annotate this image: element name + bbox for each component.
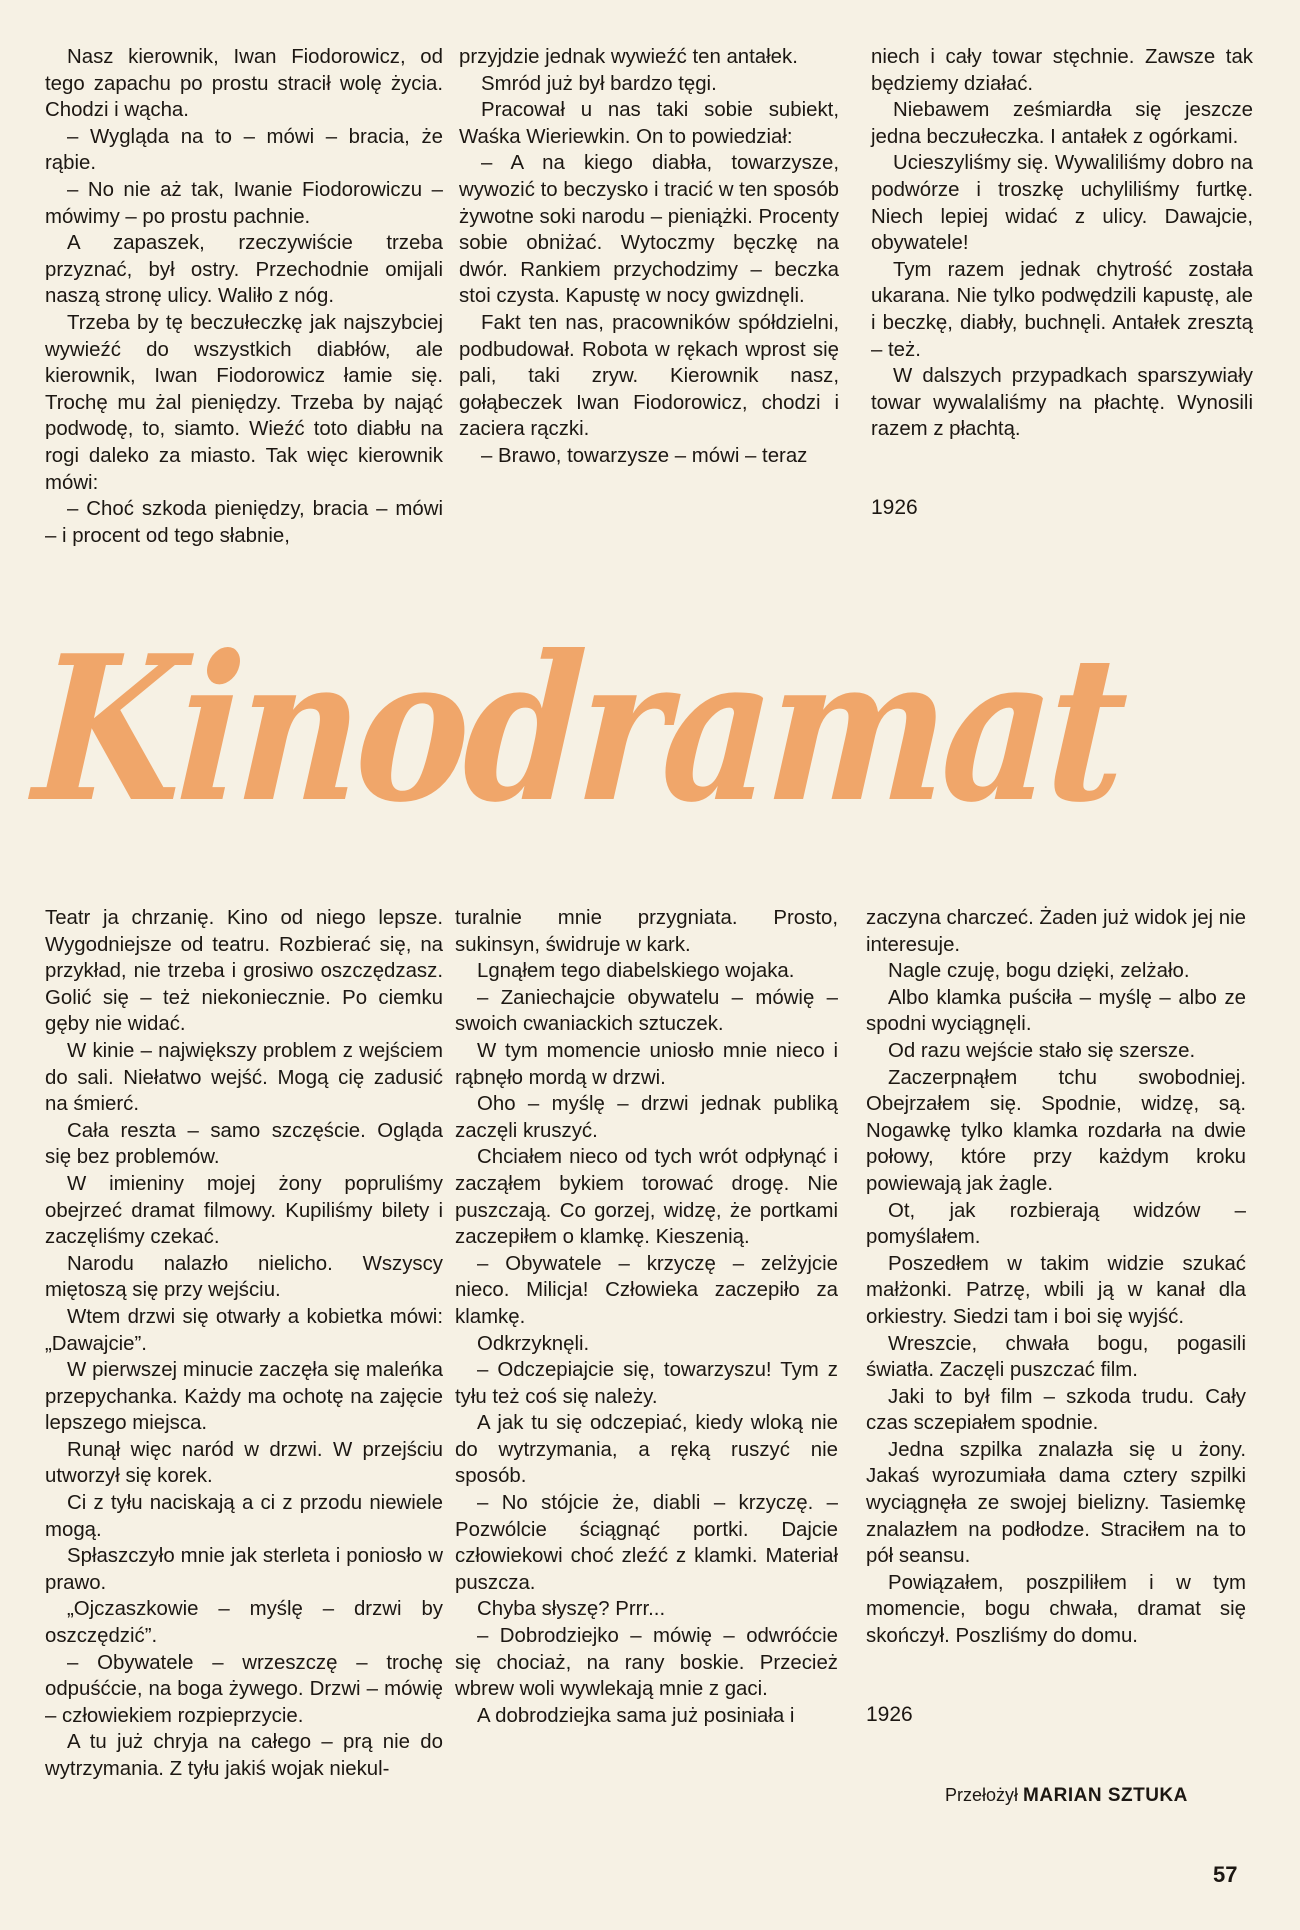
paragraph: Wreszcie, chwała bogu, pogasili światła. Zaczęli puszczać film.	[866, 1332, 1246, 1382]
paragraph: – No nie aż tak, Iwanie Fiodorowiczu – mówimy – po prostu pachnie.	[45, 178, 443, 228]
paragraph: Runął więc naród w drzwi. W przejściu utworzył się korek.	[45, 1438, 443, 1488]
paragraph: Zaczerpnąłem tchu swobodniej. Obejrzałem się. Spodnie, widzę, są. Nogawkę tylko klamka rozdarła na dwie połowy, które przy każdym kroku powiewają jak żagle.	[866, 1066, 1246, 1195]
paragraph: Powiązałem, poszpiliłem i w tym momencie, bogu chwała, dramat się skończył. Poszliśmy do domu.	[866, 1571, 1246, 1648]
paragraph: Chyba słyszę? Prrr...	[477, 1598, 666, 1621]
paragraph: Niebawem ześmiardła się jeszcze jedna beczułeczka. I antałek z ogórkami.	[871, 99, 1253, 148]
paragraph: Jaki to był film – szkoda trudu. Cały czas sczepiałem spodnie.	[866, 1385, 1246, 1435]
story-year: 1926	[871, 495, 918, 519]
translator-name: MARIAN SZTUKA	[1023, 1785, 1188, 1806]
paragraph: Nasz kierownik, Iwan Fiodorowicz, od tego zapachu po prostu stracił wolę życia. Chodzi i wącha.	[45, 46, 443, 122]
paragraph: W tym momencie uniosło mnie nieco i rąbnęło mordą w drzwi.	[455, 1039, 838, 1089]
paragraph: „Ojczaszkowie – myślę – drzwi by oszczędzić”.	[45, 1598, 443, 1648]
story-title: Kinodramat	[29, 612, 1129, 847]
paragraph: Spłaszczyło mnie jak sterleta i poniosło w prawo.	[45, 1545, 443, 1594]
paragraph: Trzeba by tę beczułeczkę jak najszybciej wywieźć do wszystkich diabłów, ale kierownik, Iwan Fiodorowicz łamie się. Trochę mu żal pieniędzy. Trzeba by nająć podwodę, to, siamto. Wieźć toto diabłu na rogi daleko za miasto. Tak więc kierownik mówi:	[45, 311, 443, 494]
paragraph: Chciałem nieco od tych wrót odpłynąć i zacząłem bykiem torować drogę. Nie puszczają. Co gorzej, widzę, że portkami zaczepiłem o klamkę. Kieszenią.	[455, 1146, 838, 1249]
paragraph: Ot, jak rozbierają widzów – pomyślałem.	[866, 1199, 1246, 1249]
paragraph: Smród już był bardzo tęgi.	[481, 72, 717, 95]
paragraph: W dalszych przypadkach sparszywiały towar wywalaliśmy na płachtę. Wynosili razem z płachtą.	[871, 365, 1253, 441]
prev-story-column-2	[459, 44, 839, 470]
paragraph: Fakt ten nas, pracowników spółdzielni, podbudował. Robota w rękach wprost się pali, taki zryw. Kierownik nasz, gołąbeczek Iwan Fiodorowicz, chodzi i zaciera rączki.	[459, 311, 839, 441]
story-column-1	[45, 905, 443, 1783]
paragraph: – Zaniechajcie obywatelu – mówię – swoich cwaniackich sztuczek.	[455, 986, 838, 1036]
paragraph: – A na kiego diabła, towarzysze, wywozić to beczysko i tracić w ten sposób żywotne soki narodu – pieniążki. Procenty sobie obniżać. Wytoczmy bęczkę na dwór. Rankiem przychodzimy – beczka stoi czysta. Kapustę w nocy gwizdnęli.	[459, 152, 839, 308]
paragraph-continuation: zaczyna charczeć. Żaden już widok jej nie interesuje.	[866, 907, 1246, 956]
paragraph: – Choć szkoda pieniędzy, bracia – mówi – i procent od tego słabnie,	[45, 498, 443, 547]
paragraph: Poszedłem w takim widzie szukać małżonki. Patrzę, wbili ją w kanał dla orkiestry. Siedzi tam i boi się wyjść.	[866, 1252, 1246, 1328]
paragraph: Odkrzyknęli.	[477, 1332, 590, 1355]
paragraph-continuation: turalnie mnie przygniata. Prosto, sukinsyn, świdruje w kark.	[455, 907, 838, 956]
paragraph: Wtem drzwi się otwarły a kobietka mówi: „Dawajcie”.	[45, 1305, 443, 1355]
prev-story-column-3	[871, 44, 1253, 522]
story-column-3	[866, 905, 1246, 1728]
paragraph: W kinie – największy problem z wejściem do sali. Niełatwo wejść. Mogą cię zadusić na śmierć.	[45, 1039, 443, 1116]
paragraph: A tu już chryja na całego – prą nie do wytrzymania. Z tyłu jakiś wojak niekul-	[45, 1731, 443, 1780]
paragraph: Jedna szpilka znalazła się u żony. Jakaś wyrozumiała dama cztery szpilki wyciągnęła ze swojej bielizny. Tasiemkę znalazłem na podłodze. Straciłem na to pół seansu.	[866, 1438, 1246, 1568]
paragraph: Ucieszyliśmy się. Wywaliliśmy dobro na podwórze i troszkę uchyliliśmy furtkę. Niech lepiej widać z ulicy. Dawajcie, obywatele!	[871, 152, 1253, 255]
paragraph: – Odczepiajcie się, towarzyszu! Tym z tyłu też coś się należy.	[455, 1359, 838, 1408]
story-year: 1926	[866, 1702, 913, 1726]
prev-story-column-1	[45, 44, 443, 549]
paragraph: Ci z tyłu naciskają a ci z przodu niewiele mogą.	[45, 1492, 443, 1541]
paragraph: Od razu wejście stało się szersze.	[888, 1039, 1196, 1062]
paragraph: Pracował u nas taki sobie subiekt, Waśka Wieriewkin. On to powiedział:	[459, 99, 839, 148]
paragraph: – Obywatele – krzyczę – zelżyjcie nieco. Milicja! Człowieka zaczepiło za klamkę.	[455, 1252, 838, 1328]
paragraph: W imieniny mojej żony popruliśmy obejrzeć dramat filmowy. Kupiliśmy bilety i zaczęliśmy czekać.	[45, 1172, 443, 1249]
paragraph: Nagle czuję, bogu dzięki, zelżało.	[888, 960, 1190, 983]
paragraph-continuation: przyjdzie jednak wywieźć ten antałek.	[459, 46, 798, 68]
paragraph: – Obywatele – wrzeszczę – trochę odpuśćcie, na boga żywego. Drzwi – mówię – człowiekiem rozpieprzycie.	[45, 1651, 443, 1727]
paragraph: A jak tu się odczepiać, kiedy wloką nie do wytrzymania, a ręką ruszyć nie sposób.	[455, 1412, 838, 1488]
paragraph: A dobrodziejka sama już posiniała i	[477, 1704, 795, 1727]
paragraph: A zapaszek, rzeczywiście trzeba przyznać, był ostry. Przechodnie omijali naszą stronę ulicy. Waliło z nóg.	[45, 232, 443, 308]
paragraph: W pierwszej minucie zaczęła się maleńka przepychanka. Każdy ma ochotę na zajęcie lepszego miejsca.	[45, 1359, 443, 1435]
paragraph-continuation: niech i cały towar stęchnie. Zawsze tak będziemy działać.	[871, 46, 1253, 95]
paragraph: Oho – myślę – drzwi jednak publiką zaczęli kruszyć.	[455, 1093, 838, 1142]
paragraph: – No stójcie że, diabli – krzyczę. – Pozwólcie ściągnąć portki. Dajcie człowiekowi choć zleźć z klamki. Materiał puszcza.	[455, 1492, 838, 1594]
paragraph: Cała reszta – samo szczęście. Ogląda się bez problemów.	[45, 1119, 443, 1169]
paragraph: Teatr ja chrzanię. Kino od niego lepsze. Wygodniejsze od teatru. Rozbierać się, na przykład, nie trzeba i grosiwo oszczędzasz. Golić się – też niekoniecznie. Po ciemku gęby nie widać.	[45, 907, 443, 1036]
translator-credit	[945, 1785, 1188, 1807]
paragraph: Albo klamka puściła – myślę – albo ze spodni wyciągnęli.	[866, 986, 1246, 1036]
translator-label: Przełożył	[945, 1785, 1019, 1805]
paragraph: – Brawo, towarzysze – mówi – teraz	[481, 444, 808, 467]
paragraph: Tym razem jednak chytrość została ukarana. Nie tylko podwędzili kapustę, ale i beczkę, diabły, buchnęli. Antałek zresztą – też.	[871, 258, 1253, 361]
paragraph: – Dobrodziejko – mówię – odwróćcie się chociaż, na rany boskie. Przecież wbrew woli wywlekają mnie z gaci.	[455, 1625, 838, 1701]
paragraph: – Wygląda na to – mówi – bracia, że rąbie.	[45, 125, 443, 175]
page-number: 57	[1213, 1862, 1238, 1887]
story-column-2	[455, 905, 838, 1729]
paragraph: Narodu nalazło nielicho. Wszyscy miętoszą się przy wejściu.	[45, 1252, 443, 1302]
paragraph: Lgnąłem tego diabelskiego wojaka.	[477, 960, 795, 983]
